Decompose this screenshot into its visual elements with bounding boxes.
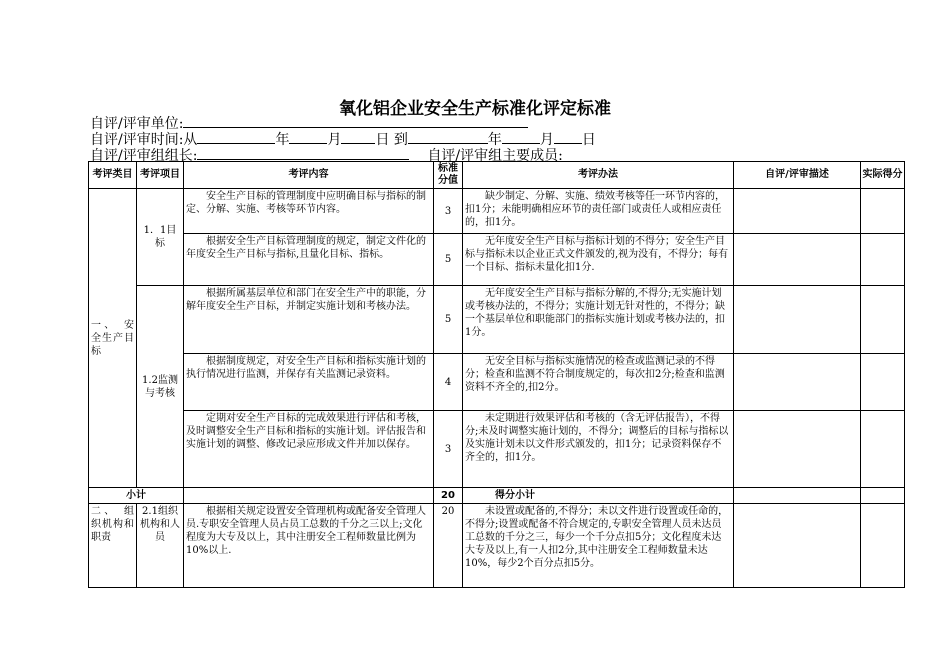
from-year-blank[interactable]: [197, 130, 275, 144]
from-month-blank[interactable]: [289, 130, 327, 144]
col-method: 考评办法: [463, 162, 734, 189]
content-cell: 根据制度规定，对安全生产目标和指标实施计划的执行情况进行监测，并保存有关监测记录资料。: [184, 354, 434, 411]
subtotal-score: 20: [434, 488, 463, 504]
day-label: 日: [375, 132, 390, 148]
description-cell[interactable]: [734, 411, 861, 488]
method-cell: 缺少制定、分解、实施、绩效考核等任一环节内容的，扣1分；未能明确相应环节的责任部门或责任人或相应责任的，扣1分。: [463, 189, 734, 234]
table-row: [89, 286, 905, 354]
evaluation-table: [88, 161, 905, 588]
actual-score-cell[interactable]: [861, 354, 905, 411]
year-label-2: 年: [487, 132, 502, 148]
description-cell[interactable]: [734, 234, 861, 286]
subtotal-empty: [184, 488, 434, 504]
description-cell[interactable]: [734, 189, 861, 234]
category-cell: 二、 组织机构和职责: [89, 504, 137, 588]
subtotal-description-cell[interactable]: [734, 488, 861, 504]
time-label: 自评/评审时间:从: [90, 132, 198, 148]
table-row: [89, 504, 905, 588]
content-cell: 根据所属基层单位和部门在安全生产中的职能，分解年度安全生产目标，并制定实施计划和考核办法。: [184, 286, 434, 354]
table-row: [89, 189, 905, 234]
actual-score-cell[interactable]: [861, 286, 905, 354]
item-cell: 1.2监测与考核: [137, 286, 184, 488]
actual-score-cell[interactable]: [861, 234, 905, 286]
from-day-blank[interactable]: [341, 130, 375, 144]
method-cell: 未定期进行效果评估和考核的（含无评估报告），不得分;未及时调整实施计划的，不得分；调整后的目标与指标以及实施计划未以文件形式颁发的，扣1分；记录资料保存不齐全的，扣1分。: [463, 411, 734, 488]
table-header-row: [89, 162, 905, 189]
description-cell[interactable]: [734, 354, 861, 411]
day-label-2: 日: [581, 132, 596, 148]
actual-score-cell[interactable]: [861, 189, 905, 234]
to-month-blank[interactable]: [502, 130, 540, 144]
leader-blank[interactable]: [197, 146, 409, 160]
members-label: 自评/评审组主要成员:: [427, 148, 563, 164]
table-row: [89, 411, 905, 488]
standard-score-cell: 20: [434, 504, 463, 588]
description-cell[interactable]: [734, 286, 861, 354]
standard-score-cell: 3: [434, 411, 463, 488]
table-row: [89, 234, 905, 286]
content-cell: 安全生产目标的管理制度中应明确目标与指标的制定、分解、实施、考核等环节内容。: [184, 189, 434, 234]
item-cell: 1．1目标: [137, 189, 184, 286]
method-cell: 无年度安全生产目标与指标分解的,不得分;无实施计划或考核办法的，不得分；实施计划无针对性的，不得分；缺一个基层单位和职能部门的指标实施计划或考核办法的，扣1分。: [463, 286, 734, 354]
description-cell[interactable]: [734, 504, 861, 588]
col-content: 考评内容: [184, 162, 434, 189]
subtotal-label: 小计: [89, 488, 184, 504]
col-category: 考评类目: [89, 162, 137, 189]
method-cell: 无安全目标与指标实施情况的检查或监测记录的不得分；检查和监测不符合制度规定的，每次扣2分;检查和监测资料不齐全的,扣2分。: [463, 354, 734, 411]
method-cell: 未设置或配备的,不得分；未以文件进行设置或任命的，不得分;设置或配备不符合规定的,专职安全管理人员未达员工总数的千分之三，每少一个千分点扣5分；文化程度未达大专及以上,有一人扣2分,其中注册安全工程师数量未达10%，每少2个百分点扣5分。: [463, 504, 734, 588]
col-actual-score: 实际得分: [861, 162, 905, 189]
to-year-blank[interactable]: [408, 130, 488, 144]
col-standard-score: 标准分值: [434, 162, 463, 189]
leader-label: 自评/评审组组长:: [90, 148, 198, 164]
content-cell: 定期对安全生产目标的完成效果进行评估和考核，及时调整安全生产目标和指标的实施计划。评估报告和实施计划的调整、修改记录应形成文件并加以保存。: [184, 411, 434, 488]
category-cell: 一、 安全生产目标: [89, 189, 137, 488]
col-description: 自评/评审描述: [734, 162, 861, 189]
to-label: 到: [393, 132, 408, 148]
unit-blank[interactable]: [183, 114, 528, 128]
actual-score-cell[interactable]: [861, 504, 905, 588]
method-cell: 无年度安全生产目标与指标计划的不得分；安全生产目标与指标未以企业正式文件颁发的,视为没有，不得分；每有一个目标、指标未量化扣1分.: [463, 234, 734, 286]
month-label-2: 月: [539, 132, 554, 148]
score-subtotal-label: 得分小计: [463, 488, 734, 504]
subtotal-row: [89, 488, 905, 504]
to-day-blank[interactable]: [554, 130, 582, 144]
unit-label: 自评/评审单位:: [90, 116, 184, 132]
standard-score-cell: 5: [434, 234, 463, 286]
table-row: [89, 354, 905, 411]
year-label: 年: [275, 132, 290, 148]
document-title: 氧化铝企业安全生产标准化评定标准: [339, 99, 611, 119]
standard-score-cell: 3: [434, 189, 463, 234]
standard-score-cell: 4: [434, 354, 463, 411]
standard-score-cell: 5: [434, 286, 463, 354]
content-cell: 根据安全生产目标管理制度的规定，制定文件化的年度安全生产目标与指标,且量化目标、指标。: [184, 234, 434, 286]
content-cell: 根据相关规定设置安全管理机构或配备安全管理人员.专职安全管理人员占员工总数的千分之三以上;文化程度为大专及以上，其中注册安全工程师数量比例为10%以上.: [184, 504, 434, 588]
item-cell: 2.1组织机构和人员: [137, 504, 184, 588]
subtotal-actual-score-cell[interactable]: [861, 488, 905, 504]
col-item: 考评项目: [137, 162, 184, 189]
actual-score-cell[interactable]: [861, 411, 905, 488]
month-label: 月: [327, 132, 342, 148]
